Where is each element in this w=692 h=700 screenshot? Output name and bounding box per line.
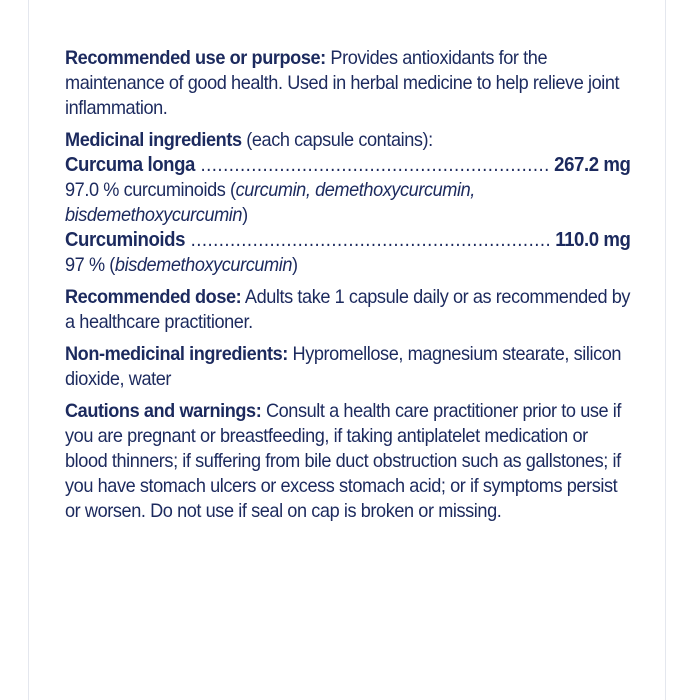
ingredient-detail-suffix: )	[242, 204, 248, 226]
non-medicinal-text: Hypromellose, magnesium stearate, silicon dioxide, water	[65, 343, 622, 390]
recommended-dose-text: Adults take 1 capsule daily or as recommended by a healthcare practitioner.	[65, 286, 631, 333]
cautions-section	[65, 399, 630, 524]
medicinal-ingredients-note: (each capsule contains):	[241, 129, 433, 151]
ingredient-detail	[65, 178, 630, 228]
cautions-text: Consult a health care practitioner prior to use if you are pregnant or breastfeeding, if taking antiplatelet medication or blood thinners; if suffering from bile duct obstruction such as gallstones; if you have stomach ulcers or excess stomach acid; or if symptoms persist or worsen. Do not use if seal on cap is broken or missing.	[65, 400, 622, 522]
medicinal-ingredients-section	[65, 128, 630, 278]
non-medicinal-heading: Non-medicinal ingredients:	[65, 343, 288, 365]
ingredient-amount: 267.2 mg	[554, 154, 631, 176]
recommended-use-paragraph	[65, 46, 630, 121]
recommended-dose-heading: Recommended dose:	[65, 286, 242, 308]
ingredient-detail-suffix: )	[292, 254, 298, 276]
recommended-use-section	[65, 46, 630, 121]
non-medicinal-paragraph	[65, 342, 630, 392]
recommended-use-heading: Recommended use or purpose:	[65, 47, 326, 69]
ingredient-detail-prefix: 97.0 % curcuminoids (	[65, 179, 236, 201]
cautions-paragraph	[65, 399, 630, 524]
ingredient-amount: 110.0 mg	[555, 229, 631, 251]
label-text-panel	[65, 46, 630, 531]
ingredient-detail-italic: bisdemethoxycurcumin	[114, 254, 293, 276]
ingredient-row-curcuminoids	[65, 228, 630, 253]
ingredient-detail-prefix: 97 % (	[65, 254, 115, 276]
recommended-dose-section	[65, 285, 630, 335]
ingredient-detail	[65, 253, 630, 278]
ingredient-row-curcuma-longa	[65, 153, 630, 178]
ingredient-detail-italic: curcumin, demethoxycurcumin, bisdemethoxycurcumin	[65, 179, 475, 226]
recommended-use-text: Provides antioxidants for the maintenance of good health. Used in herbal medicine to help relieve joint inflammation.	[65, 47, 620, 119]
ingredient-name: Curcuma longa	[65, 154, 195, 176]
dot-leader	[201, 153, 551, 178]
ingredient-name: Curcuminoids	[65, 229, 186, 251]
cautions-heading: Cautions and warnings:	[65, 400, 262, 422]
non-medicinal-section	[65, 342, 630, 392]
dot-leader	[191, 228, 552, 253]
recommended-dose-paragraph	[65, 285, 630, 335]
medicinal-ingredients-title	[65, 128, 630, 153]
medicinal-ingredients-heading: Medicinal ingredients	[65, 129, 242, 151]
